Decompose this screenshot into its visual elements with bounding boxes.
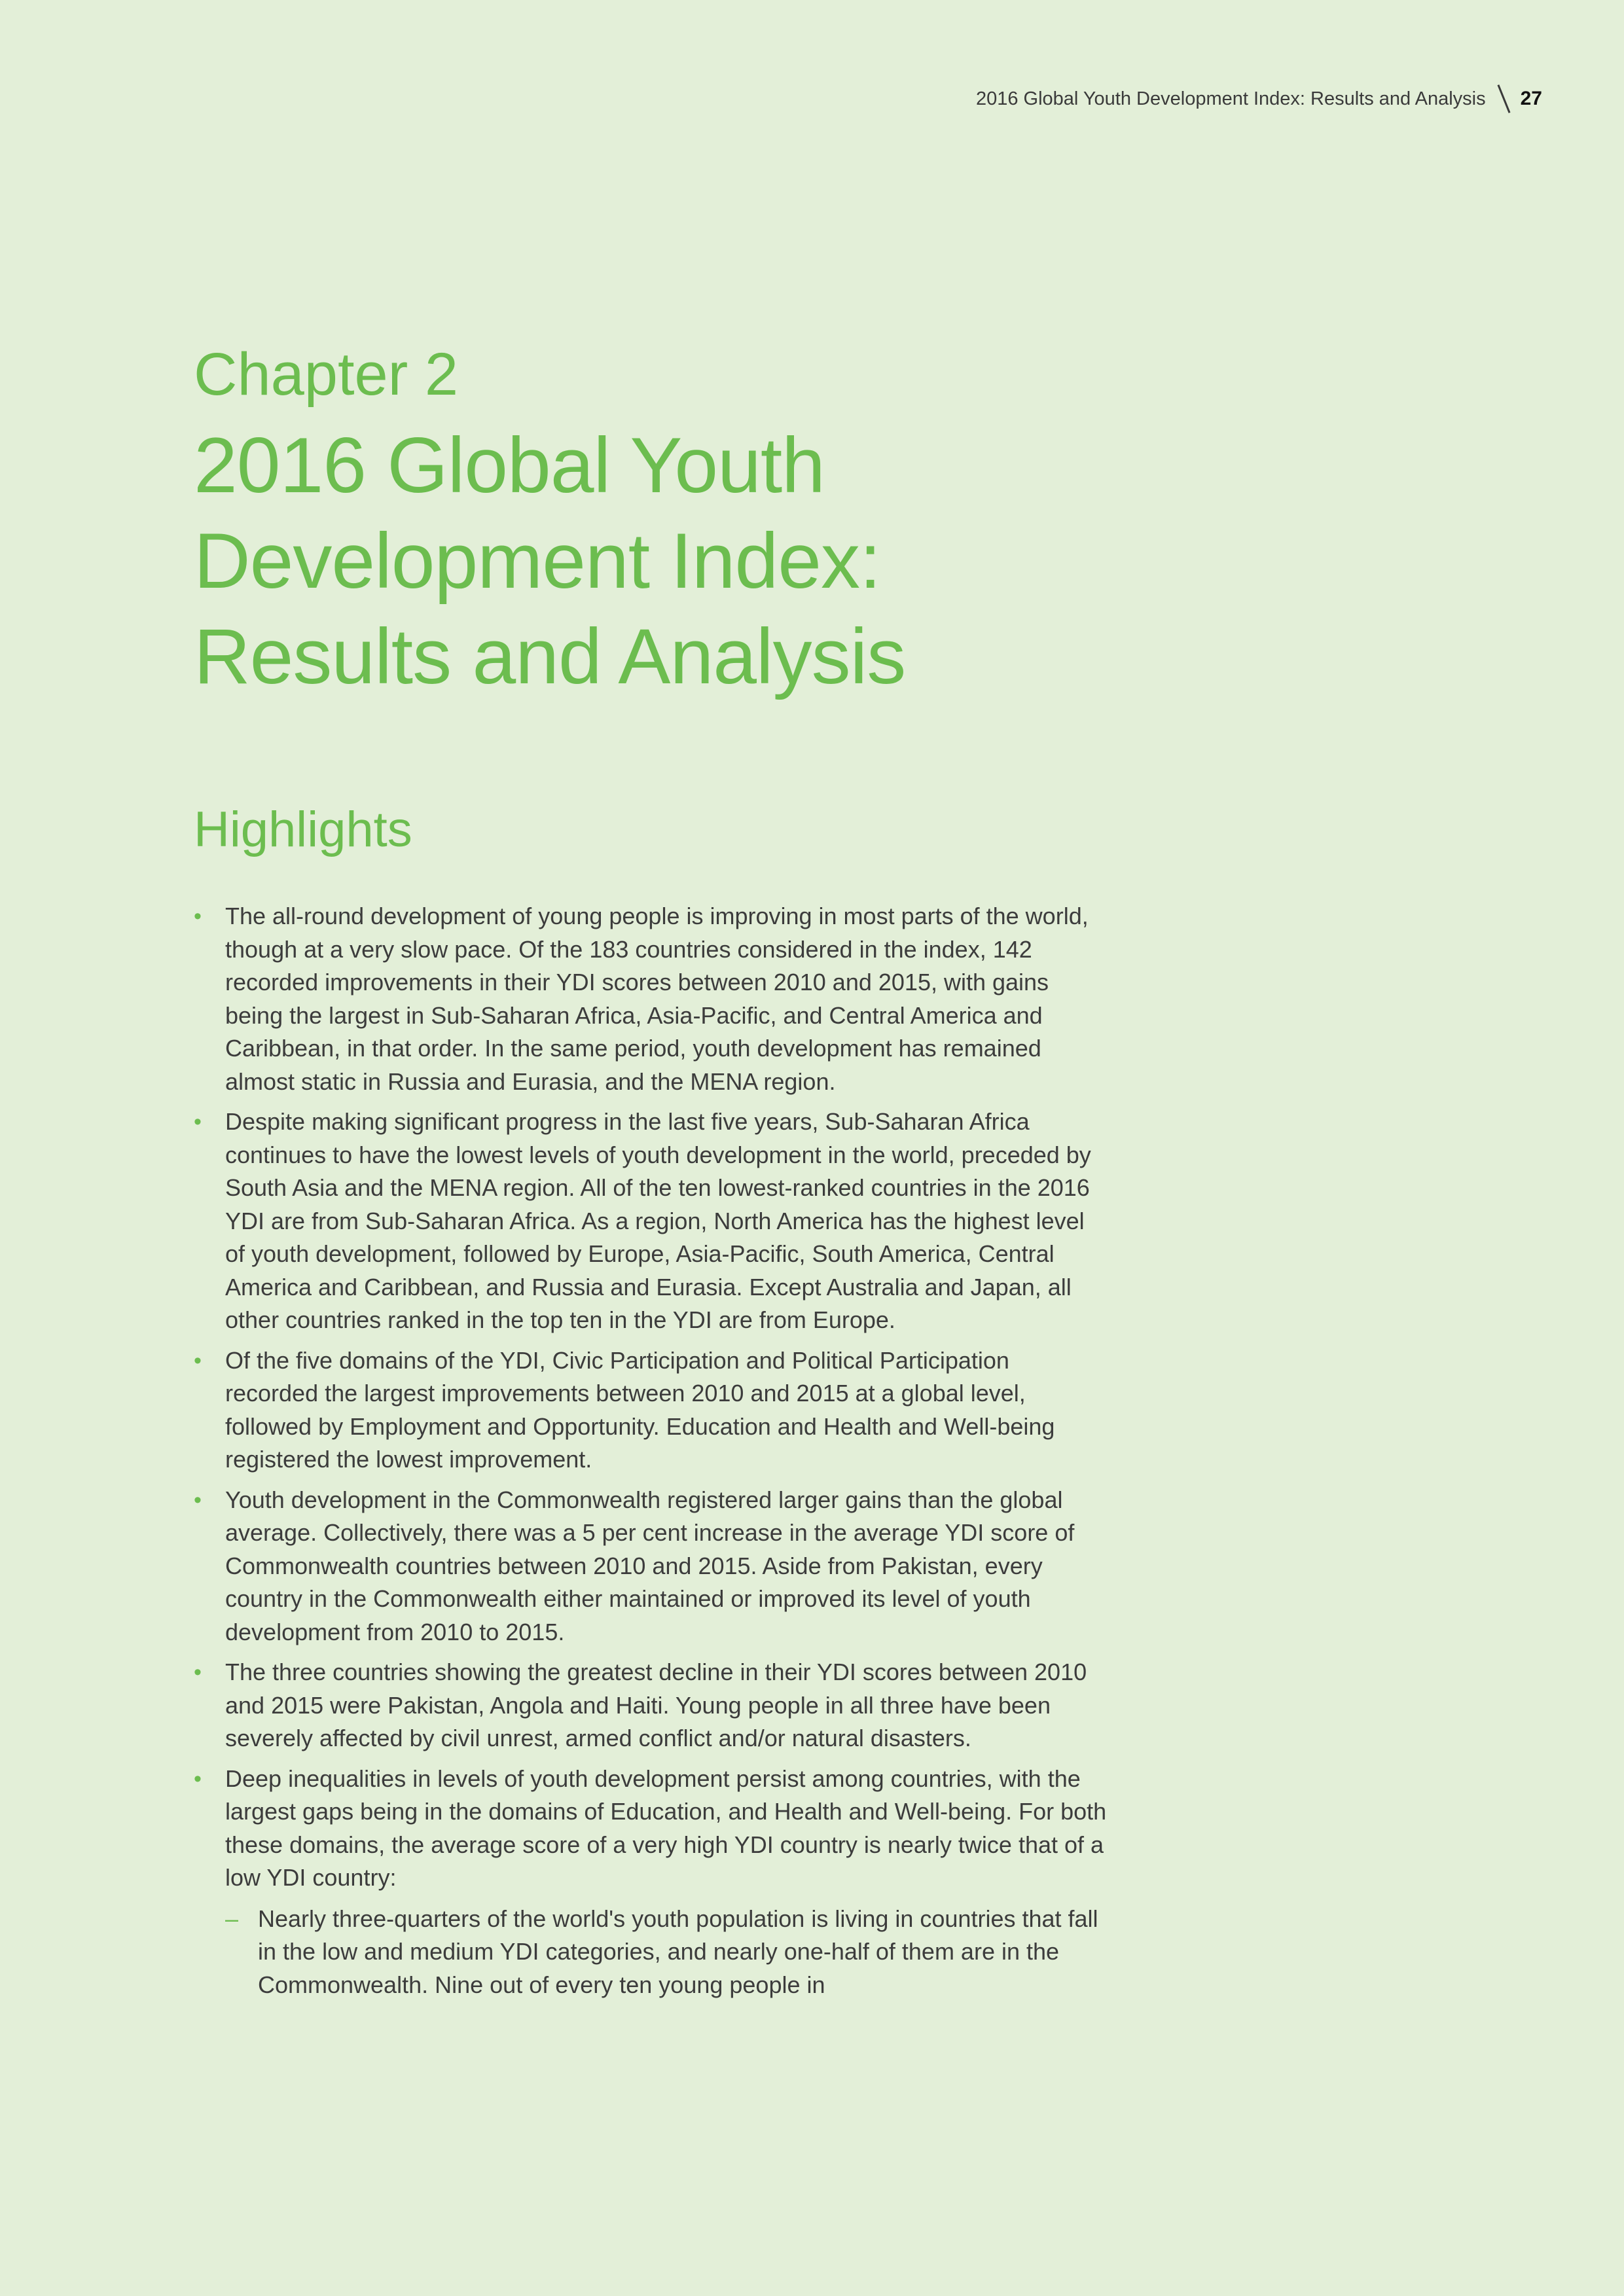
page-number: 27: [1520, 88, 1542, 109]
list-item: [194, 1763, 1107, 2002]
list-item-text: Despite making significant progress in the last five years, Sub-Saharan Africa continues to have the lowest levels of youth development in the world, preceded by South Asia and the MENA region. All of the ten lowest-ranked countries in the 2016 YDI are from Sub-Saharan Africa. As a region, North America has the highest level of youth development, followed by Europe, Asia-Pacific, South America, Central America and Caribbean, and Russia and Eurasia. Except Australia and Japan, all other countries ranked in the top ten in the YDI are from Europe.: [225, 1108, 1091, 1334]
running-header: [976, 84, 1542, 114]
bullet-icon: •: [194, 904, 202, 929]
list-item: [194, 1105, 1107, 1337]
list-item: [194, 1656, 1107, 1755]
header-divider: [1497, 84, 1510, 113]
running-title: 2016 Global Youth Development Index: Results and Analysis: [975, 88, 1486, 109]
highlights-list: [194, 900, 1107, 2001]
list-item-text: The three countries showing the greatest decline in their YDI scores between 2010 and 2015 were Pakistan, Angola and Haiti. Young people in all three have been severely affected by civil unrest, armed conflict and/or natural disasters.: [225, 1659, 1087, 1752]
list-item: [194, 900, 1107, 1098]
dash-icon: –: [225, 1905, 239, 1932]
list-item-text: Deep inequalities in levels of youth development persist among countries, with the largest gaps being in the domains of Education, and Health and Well-being. For both these domains, the average score of a very high YDI country is nearly twice that of a low YDI country:: [225, 1765, 1107, 1892]
bullet-icon: •: [194, 1487, 202, 1513]
list-item-text: Youth development in the Commonwealth registered larger gains than the global average. Collectively, there was a 5 per cent increase in the average YDI score of Commonwealth countries between 2010 and 2015. Aside from Pakistan, every country in the Commonwealth either maintained or improved its level of youth development from 2010 to 2015.: [225, 1486, 1075, 1645]
sub-list: [225, 1903, 1107, 2002]
sub-list-item: [225, 1903, 1107, 2002]
bullet-icon: •: [194, 1348, 202, 1373]
bullet-icon: •: [194, 1660, 202, 1685]
list-item: [194, 1484, 1107, 1649]
chapter-label: Chapter 2: [194, 341, 459, 408]
list-item-text: The all-round development of young people is improving in most parts of the world, though at a very slow pace. Of the 183 countries considered in the index, 142 recorded improvements in their YDI scores between 2010 and 2015, with gains being the largest in Sub-Saharan Africa, Asia-Pacific, and Central America and Caribbean, in that order. In the same period, youth development has remained almost static in Russia and Eurasia, and the MENA region.: [225, 903, 1089, 1095]
bullet-icon: •: [194, 1766, 202, 1791]
main-content: [194, 340, 1143, 2009]
list-item-text: Of the five domains of the YDI, Civic Participation and Political Participation recorded the largest improvements between 2010 and 2015 at a global level, followed by Employment and Opportunity. Education and Health and Well-being registered the lowest improvement.: [225, 1346, 1055, 1473]
list-item: [194, 1344, 1107, 1477]
highlights-heading: Highlights: [194, 801, 412, 857]
bullet-icon: •: [194, 1109, 202, 1135]
sub-list-item-text: Nearly three-quarters of the world's youth population is living in countries that fall in the low and medium YDI categories, and nearly one-half of them are in the Commonwealth. Nine out of every ten young people in: [258, 1905, 1098, 1998]
chapter-title: 2016 Global Youth Development Index: Results and Analysis: [194, 421, 906, 700]
